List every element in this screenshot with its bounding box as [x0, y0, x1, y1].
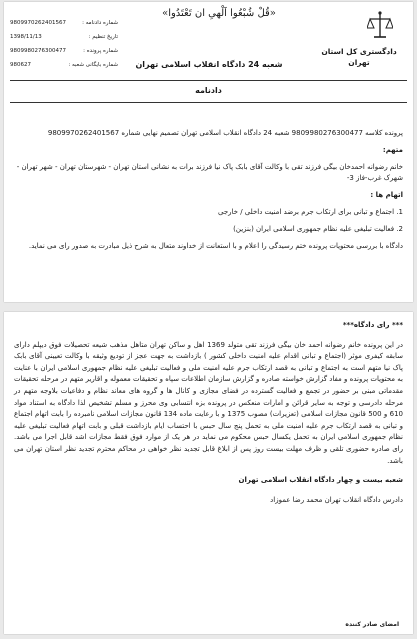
org-line-1: دادگستری کل استان: [321, 47, 397, 56]
document-body-1: [14, 128, 403, 258]
document-page-2: [4, 312, 413, 634]
meta-row: [10, 16, 118, 30]
case-intro: پرونده کلاسه 9809980276300477 شعبه 24 دادگاه انقلاب اسلامی تهران تصمیم نهایی شماره 9809970262401567: [47, 129, 403, 137]
meta-row: [10, 44, 118, 58]
issuer-signature: امضای صادر کننده: [345, 621, 399, 628]
charge-item: 2. فعالیت تبلیغی علیه نظام جمهوری اسلامی ایران (بنزین): [233, 225, 403, 233]
header-divider: [10, 80, 407, 81]
charge-item: 1. اجتماع و تبانی برای ارتکاب جرم برضد امنیت داخلی / خارجی: [217, 208, 403, 216]
signature-branch: شعبه بیست و چهار دادگاه انقلاب اسلامی تهران: [238, 476, 403, 485]
branch-name: شعبه 24 دادگاه انقلاب اسلامی تهران: [135, 60, 283, 69]
accused-label: متهم:: [382, 146, 403, 154]
meta-label: شماره پرونده :: [83, 48, 118, 54]
verdict-paragraph: در این پرونده خانم رضوانه احمد خان بیگی فرزند تقی متولد 1369 اهل و ساکن تهران متاهل مذهب شیعه تحصیلات فوق دیپلم دارای سابقه کیفری موثر (اجتماع و تبانی اقدام علیه امنیت داخلی کشور ) بازداشت به جهت عجز از تودیع وثیقه با وکالت تعیینی آقای بابک پاک نیا متهم است به اجتماع و تبانی به قصد ارتکاب جرم علیه امنیت ملی و فعالیت تبلیغی علیه نظام جمهوری اسلامی ایران با عنایت به محتویات پرونده و مفاد گزارش خواسته صادره و گزارش سازمان اطلاعات سپاه و تحقیقات معموله و اقاریر متهم در مرحله تحقیقات مقدماتی مبنی بر حضور در تجمع و فعالیت گسترده در فضای مجازی و کانال ها و گروه های معاند نظام و دفاعیات بلاوجه متهم در مرحله دادرسی و توجه به سایر قرائن و امارات منعکس در پرونده بزه انتسابی وی محرز و مسلم تشخیص لذا دادگاه به استناد مواد 610 و 500 قانون مجازات اسلامی (تعزیرات) مصوب 1375 و با رعایت ماده 134 قانون مجازات اسلامی نامبرده را بابت اتهام اجتماع و تبانی به قصد ارتکاب جرم علیه امنیت ملی به تحمل پنج سال حبس با احتساب ایام بازداشت قبلی و بابت اتهام فعالیت تبلیغی علیه نظام جمهوری اسلامی ایران به تحمل یکسال حبس محکوم می نماید در هر یک از موارد فوق فقط مجازات اشد قابل اجرا می باشد. رای صادره حضوری تلقی و ظرف مهلت بیست روز پس از ابلاغ قابل تجدید نظر خواهی در محاکم محترم تجدید نظر استان تهران می باشد.: [14, 340, 403, 465]
charges-label: اتهام ها :: [370, 191, 403, 199]
meta-row: [10, 58, 118, 72]
org-line-2: تهران: [348, 58, 370, 67]
document-page-1: [4, 2, 413, 302]
signature-judge: دادرس دادگاه انقلاب تهران محمد رضا عموزاد: [270, 495, 403, 504]
meta-value: 980627: [10, 62, 31, 68]
title-divider: [10, 102, 407, 103]
meta-label: شماره بایگانی شعبه :: [68, 62, 118, 68]
meta-value: 1398/11/13: [10, 34, 42, 40]
meta-value: 9809970262401567: [10, 20, 66, 26]
verdict-heading: *** رای دادگاه***: [342, 321, 403, 329]
header-quote: «قُلْ شُبْعُوا اَلْهیِ ان تَعْتَدُوا»: [162, 8, 276, 19]
document-meta: [10, 16, 118, 72]
document-title: دادنامه: [195, 86, 222, 95]
accused-text: خانم رضوانه احمدخان بیگی فرزند تقی با وکالت آقای بابک پاک نیا فرزند برات به نشانی استان تهران - شهرستان تهران - شهر تهران - شهرک غرب-فاز 3-: [16, 163, 403, 182]
judiciary-emblem-icon: [367, 10, 393, 40]
meta-row: [10, 30, 118, 44]
org-name: [319, 46, 399, 68]
meta-label: تاریخ تنظیم :: [88, 34, 118, 40]
closing-text: دادگاه با بررسی محتویات پرونده ختم رسیدگی را اعلام و با استعانت از خداوند متعال به شرح ذیل مبادرت به صدور رای می نماید.: [28, 242, 403, 250]
meta-value: 9809980276300477: [10, 48, 66, 54]
meta-label: شماره دادنامه :: [82, 20, 118, 26]
document-body-2: [14, 320, 403, 514]
